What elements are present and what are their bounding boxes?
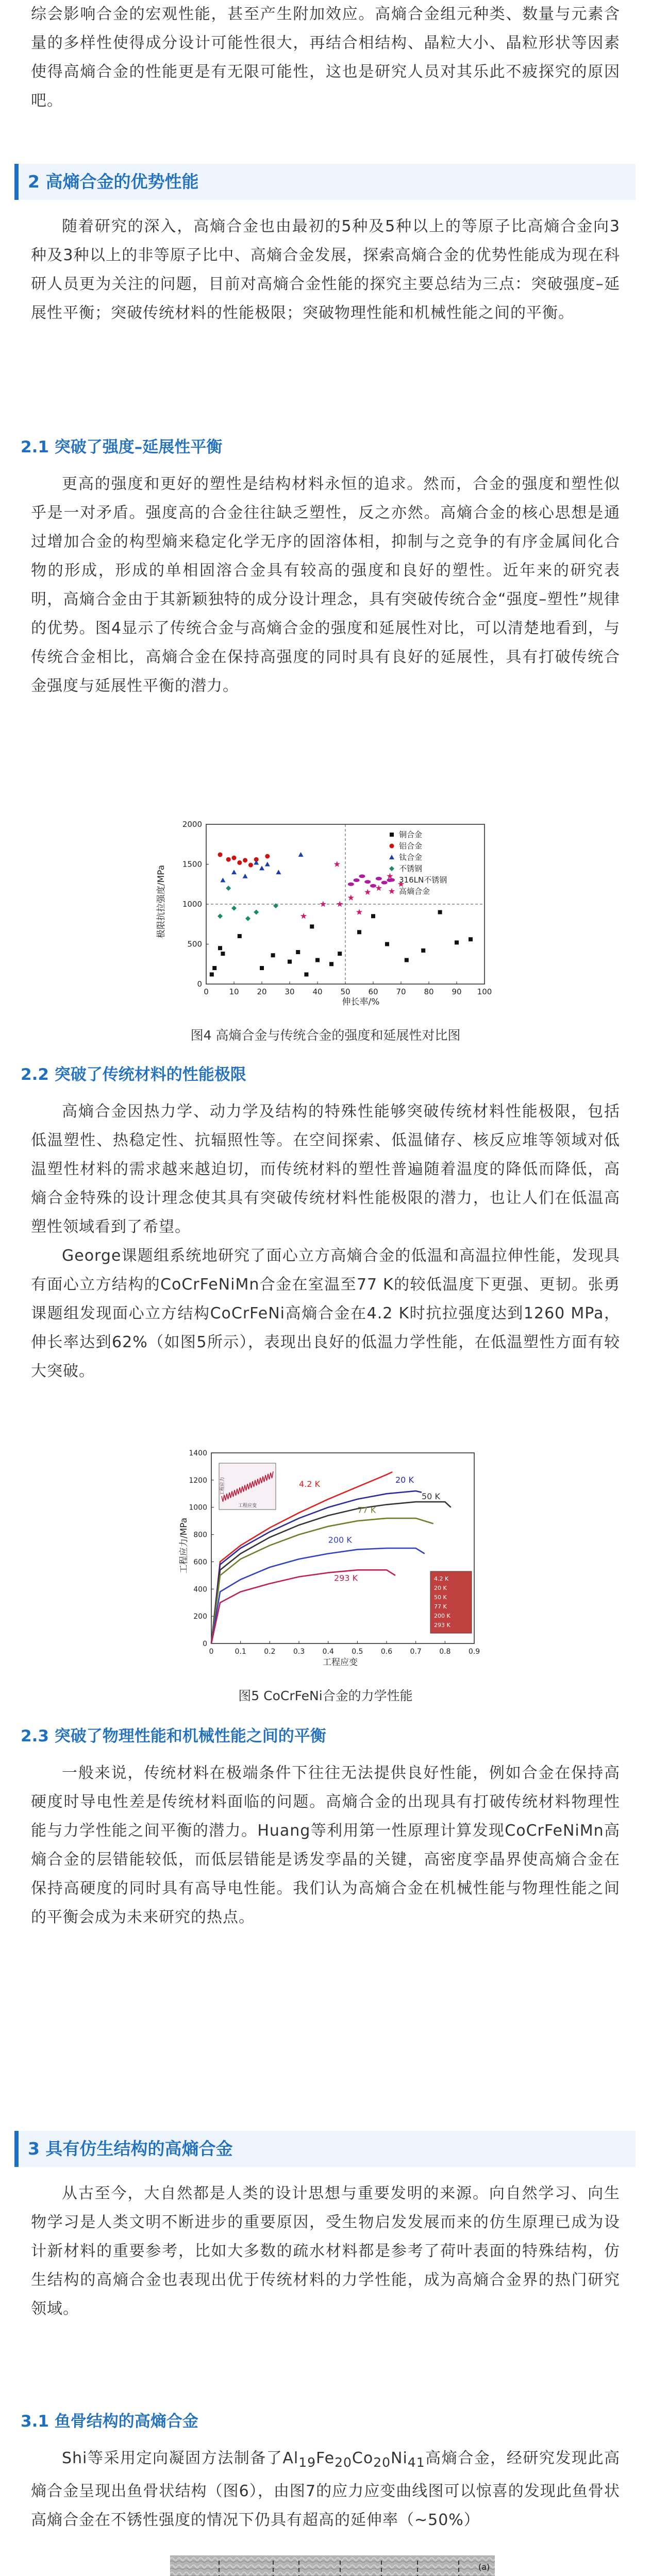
legend-label: 316LN不锈钢 <box>399 875 447 885</box>
legend-label: 钛合金 <box>399 853 423 862</box>
paragraph <box>31 2444 620 2535</box>
y-axis-label: 极限抗拉强度/MPa <box>156 865 166 939</box>
legend-label: 不锈钢 <box>399 864 423 873</box>
data-point <box>212 966 216 970</box>
section-header-2 <box>14 164 636 200</box>
data-point <box>304 972 308 976</box>
y-tick-label: 2000 <box>182 820 202 829</box>
x-tick-label: 70 <box>396 987 406 996</box>
section2-1-body <box>31 470 620 701</box>
data-point <box>338 952 342 956</box>
legend-label: 铝合金 <box>399 841 423 851</box>
data-point <box>243 858 247 862</box>
paragraph: 一般来说，传统材料在极端条件下往往无法提供良好性能，例如合金在保持高硬度时导电性差是传统材料面临的问题。高熵合金的出现具有打破传统材料物理性能与力学性能之间平衡的潜力。Huang等利用第一性原理计算发现CoCrFeNiMn高熵合金的层错能较低，而低层错能是诱发孪晶的关键，高密度孪晶界使高熵合金在保持高硬度的同时具有高导电性能。我们认为高熵合金在机械性能与物理性能之间的平衡会成为未来研究的热点。 <box>31 1764 620 1926</box>
inset-legend-label: 20 K <box>434 1585 447 1591</box>
data-point <box>218 946 222 950</box>
curve-label: 4.2 K <box>299 1479 321 1489</box>
data-point <box>405 958 409 962</box>
text-run: Fe <box>316 2449 335 2467</box>
inset-legend-label: 77 K <box>434 1603 447 1610</box>
x-tick-label: 0.2 <box>264 1648 276 1656</box>
data-point <box>210 972 214 976</box>
curve-label: 20 K <box>395 1475 414 1485</box>
paragraph: 从古至今，大自然都是人类的设计思想与重要发明的来源。向自然学习、向生物学习是人类文明不断进步的重要原因，受生物启发发展而来的仿生原理已成为设计新材料的重要参考，比如大多数的疏水材料都是参考了荷叶表面的特殊结构，仿生结构的高熵合金也表现出优于传统材料的力学性能，成为高熵合金界的热门研究领域。 <box>31 2184 620 2318</box>
figure-4 <box>149 814 505 1010</box>
x-tick-label: 0.1 <box>235 1648 246 1656</box>
data-point <box>357 930 361 934</box>
y-axis-label: 工程应力/MPa <box>179 1517 189 1574</box>
x-tick-label: 0 <box>204 987 209 996</box>
x-tick-label: 0.6 <box>380 1648 393 1656</box>
section3-intro <box>31 2179 620 2324</box>
text-run: Co <box>352 2449 374 2467</box>
inset-legend-label: 4.2 K <box>434 1575 449 1582</box>
data-point <box>315 958 320 962</box>
subsection-title-2-2: 2.2 突破了传统材料的性能极限 <box>21 1065 246 1084</box>
data-point <box>226 857 231 862</box>
data-point <box>370 884 376 888</box>
legend-marker <box>390 833 394 837</box>
x-tick-label: 0.8 <box>439 1648 451 1656</box>
section-accent-bar <box>14 164 19 200</box>
figure-5-caption: 图5 CoCrFeNi合金的力学性能 <box>238 1688 413 1703</box>
subsection-title-2-3: 2.3 突破了物理性能和机械性能之间的平衡 <box>21 1727 326 1745</box>
inset-x-label: 工程应变 <box>238 1503 257 1509</box>
inset-legend-label: 50 K <box>434 1594 447 1601</box>
text-run: Ni <box>391 2449 408 2467</box>
data-point <box>455 940 459 944</box>
x-axis-label: 伸长率/% <box>342 997 380 1007</box>
section2-2-body <box>31 1097 620 1386</box>
micrograph-panel-a <box>170 2555 495 2576</box>
data-point <box>296 950 300 954</box>
x-tick-label: 80 <box>424 987 434 996</box>
strength-ductility-chart <box>149 814 505 1010</box>
curve-label: 200 K <box>328 1535 352 1545</box>
data-point <box>271 953 275 957</box>
subsection-title-2-1: 2.1 突破了强度–延展性平衡 <box>21 438 223 456</box>
section-header-3 <box>14 2131 636 2167</box>
legend-marker <box>389 878 395 882</box>
x-tick-label: 20 <box>257 987 267 996</box>
section3-1-body <box>31 2444 620 2535</box>
data-point <box>359 874 365 878</box>
data-point <box>288 960 292 964</box>
x-tick-label: 0 <box>209 1648 214 1656</box>
fishbone-micrograph <box>170 2555 495 2576</box>
data-point <box>237 860 242 865</box>
data-point <box>348 883 354 886</box>
subscript: 20 <box>335 2455 352 2470</box>
data-point <box>354 878 360 882</box>
figure-6 <box>170 2555 495 2576</box>
paragraph: 更高的强度和更好的塑性是结构材料永恒的追求。然而，合金的强度和塑性似乎是一对矛盾。强度高的合金往往缺乏塑性，反之亦然。高熵合金的核心思想是通过增加合金的构型熵来稳定化学无序的固溶体相，抑制与之竞争的有序金属间化合物的形成，形成的单相固溶合金具有较高的强度和良好的塑性。近年来的研究表明，高熵合金由于其新颖独特的成分设计理念，具有突破传统合金“强度–塑性”规律的优势。图4显示了传统合金与高熵合金的强度和延展性对比，可以清楚地看到，与传统合金相比，高熵合金在保持高强度的同时具有良好的延展性，具有打破传统合金强度与延展性平衡的潜力。 <box>31 475 620 695</box>
data-point <box>364 880 371 884</box>
legend-label: 铜合金 <box>399 830 423 839</box>
panel-label-a: (a) <box>478 2562 490 2572</box>
data-point <box>329 962 333 966</box>
section2-3-body <box>31 1759 620 1932</box>
intro-paragraph: 综会影响合金的宏观性能，甚至产生附加效应。高熵合金组元种类、数量与元素含量的多样性使得成分设计可能性很大，再结合相结构、晶粒大小、晶粒形状等因素使得高熵合金的性能更是有无限可能性，这也是研究人员对其乐此不疲探究的原因吧。 <box>31 5 620 110</box>
y-tick-label: 200 <box>193 1613 207 1621</box>
data-point <box>381 881 388 885</box>
y-tick-label: 1200 <box>189 1476 207 1485</box>
inset-frame <box>219 1463 276 1510</box>
y-tick-label: 0 <box>197 979 202 989</box>
data-point <box>238 934 242 938</box>
subsection-title-3-1: 3.1 鱼骨结构的高熵合金 <box>21 2412 198 2431</box>
section-title: 3 具有仿生结构的高熵合金 <box>28 2139 233 2159</box>
data-point <box>438 910 442 914</box>
legend-label: 高熵合金 <box>399 887 430 896</box>
curve-label: 50 K <box>422 1491 440 1501</box>
y-tick-label: 1400 <box>189 1449 207 1458</box>
data-point <box>221 952 225 956</box>
y-tick-label: 0 <box>203 1640 207 1648</box>
data-point <box>218 852 223 857</box>
x-tick-label: 40 <box>312 987 323 996</box>
x-axis-label: 工程应变 <box>323 1657 358 1668</box>
paragraph: George课题组系统地研究了面心立方高熵合金的低温和高温拉伸性能，发现具有面心立方结构的CoCrFeNiMn合金在室温至77 K的较低温度下更强、更韧。张勇课题组发现面心立方结构CoCrFeNi高熵合金在4.2 K时抗拉强度达到1260 MPa，伸长率达到62%（如图5所示），表现出良好的低温力学性能，在低温塑性方面有较大突破。 <box>31 1247 620 1380</box>
text-run: Shi等采用定向凝固方法制备了Al <box>62 2449 299 2467</box>
data-point <box>260 966 264 970</box>
x-tick-label: 100 <box>477 987 492 996</box>
data-point <box>469 937 473 941</box>
data-point <box>376 877 382 880</box>
y-tick-label: 600 <box>193 1558 207 1567</box>
figure-5 <box>170 1443 490 1669</box>
data-point <box>310 924 314 928</box>
inset-legend-label: 200 K <box>434 1613 450 1619</box>
inset-y-label: 工程应力 <box>220 1477 225 1496</box>
x-tick-label: 90 <box>452 987 462 996</box>
x-tick-label: 0.5 <box>352 1648 363 1656</box>
x-tick-label: 0.7 <box>410 1648 422 1656</box>
subscript: 41 <box>407 2455 425 2470</box>
y-tick-label: 400 <box>193 1585 207 1594</box>
y-tick-label: 1000 <box>182 900 202 909</box>
text-run: 高熵合金，经研究发现此高熵合金呈现出鱼骨状结构（图6），由图7的应力应变曲线图可以惊喜的发现此鱼骨状高熵合金在不锈性强度的情况下仍具有超高的延伸率（~50%） <box>31 2449 621 2529</box>
intro-block <box>31 0 620 115</box>
x-tick-label: 0.4 <box>322 1648 334 1656</box>
x-tick-label: 60 <box>368 987 378 996</box>
paragraph: 随着研究的深入，高熵合金也由最初的5种及5种以上的等原子比高熵合金向3种及3种以上的非等原子比中、高熵合金发展，探索高熵合金的优势性能成为现在科研人员更为关注的问题，目前对高熵合金性能的探究主要总结为三点：突破强度–延展性平衡；突破传统材料的性能极限；突破物理性能和机械性能之间的平衡。 <box>31 217 620 322</box>
curve-label: 77 K <box>357 1505 376 1515</box>
x-tick-label: 10 <box>229 987 239 996</box>
x-tick-label: 0.9 <box>468 1648 480 1656</box>
y-tick-label: 800 <box>193 1531 207 1539</box>
paragraph: 高熵合金因热力学、动力学及结构的特殊性能够突破传统材料性能极限，包括低温塑性、热稳定性、抗辐照性等。在空间探索、低温储存、核反应堆等领域对低温塑性材料的需求越来越迫切，而传统材料的塑性普遍随着温度的降低而降低，高熵合金特殊的设计理念使其具有突破传统材料性能极限的潜力，也让人们在低温高塑性领域看到了希望。 <box>31 1103 620 1236</box>
section-title: 2 高熵合金的优势性能 <box>28 172 199 192</box>
stress-strain-chart <box>170 1443 490 1669</box>
x-tick-label: 0.3 <box>293 1648 305 1656</box>
y-tick-label: 1000 <box>189 1503 207 1512</box>
data-point <box>385 942 389 946</box>
data-point <box>232 856 237 860</box>
data-point <box>265 854 270 859</box>
legend-marker <box>390 844 394 849</box>
curve-label: 293 K <box>334 1573 358 1583</box>
subscript: 20 <box>373 2455 391 2470</box>
data-point <box>371 914 375 918</box>
y-tick-label: 1500 <box>182 859 202 869</box>
y-tick-label: 500 <box>187 939 202 949</box>
x-tick-label: 50 <box>340 987 350 996</box>
subscript: 19 <box>298 2455 316 2470</box>
section2-intro <box>31 212 620 328</box>
x-tick-label: 30 <box>285 987 295 996</box>
data-point <box>421 948 425 953</box>
data-point <box>248 863 253 868</box>
figure-4-caption: 图4 高熵合金与传统合金的强度和延展性对比图 <box>190 1028 461 1043</box>
inset-legend-label: 293 K <box>434 1622 450 1629</box>
section-accent-bar <box>14 2131 19 2167</box>
